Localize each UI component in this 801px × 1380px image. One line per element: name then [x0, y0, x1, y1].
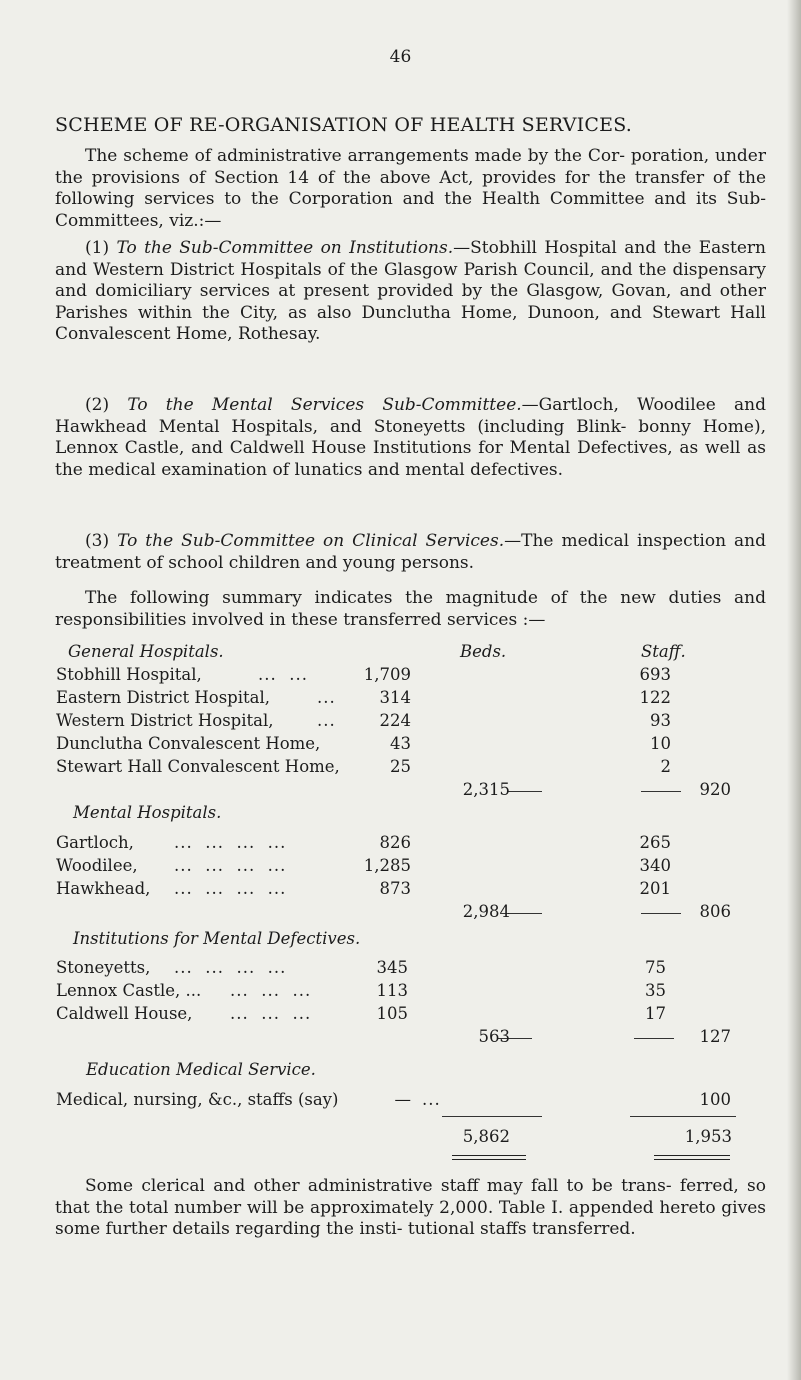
section-heading-row	[56, 929, 746, 951]
table-header-row	[56, 642, 746, 664]
section-heading-row	[56, 803, 746, 825]
table-row: Stoneyetts, ... ... ... ... 345 75	[56, 958, 666, 977]
subtotal-dash	[508, 913, 542, 914]
table-row: Medical, nursing, &c., staffs (say) ... — 100	[56, 1090, 731, 1109]
table-row: Lennox Castle, ... ... ... ... 113 35	[56, 981, 666, 1000]
education-heading: Education Medical Service.	[86, 1060, 316, 1079]
table-row: Western District Hospital, ... 224 93	[56, 711, 671, 730]
subtotal-dash	[641, 791, 681, 792]
table-row: Dunclutha Convalescent Home, 43 10	[56, 734, 671, 753]
subtotal-dash	[508, 791, 542, 792]
table-row: Stewart Hall Convalescent Home, 25 2	[56, 757, 671, 776]
item-3-paragraph: (3) To the Sub-Committee on Clinical Services.—The medical inspection and treatment of school children and young persons.	[55, 531, 766, 573]
page-number: 46	[389, 47, 412, 67]
subtotal-row: 2,984 806	[462, 902, 731, 921]
summary-intro-paragraph: The following summary indicates the magnitude of the new duties and responsibilities involved in these transferred services :—	[55, 588, 766, 630]
table-row: Eastern District Hospital, ... 314 122	[56, 688, 671, 707]
table-row: Gartloch, ... ... ... ... 826 265	[56, 833, 671, 852]
intro-paragraph: The scheme of administrative arrangements made by the Cor- poration, under the provisions of Section 14 of the above Act, provides for the transfer of the following services to the Corporation and the Health Committee and its Sub-Committees, viz.:—	[55, 146, 766, 231]
mental-hospitals-heading: Mental Hospitals.	[73, 803, 222, 822]
defectives-heading: Institutions for Mental Defectives.	[73, 929, 361, 948]
header-staff: Staff.	[641, 642, 686, 661]
closing-paragraph: Some clerical and other administrative staff may fall to be trans- ferred, so that the total number will be approximately 2,000. Table I. appended hereto gives some further details regarding the insti- tutional staffs transferred.	[55, 1176, 766, 1239]
page-edge-shadow	[787, 0, 801, 1380]
total-rule-staff	[630, 1116, 736, 1117]
table-row: Stobhill Hospital, ... ... 1,709 693	[56, 665, 671, 684]
item-2-paragraph: (2) To the Mental Services Sub-Committee.—Gartloch, Woodilee and Hawkhead Mental Hospitals, and Stoneyetts (including Blink- bonny Home), Lennox Castle, and Caldwell House Institutions for Mental Defectives, as well as the medical examination of lunatics and mental defectives.	[55, 395, 766, 480]
double-rule-beds	[452, 1155, 526, 1160]
table-row: Hawkhead, ... ... ... ... 873 201	[56, 879, 671, 898]
item-1-paragraph: (1) To the Sub-Committee on Institutions.—Stobhill Hospital and the Eastern and Western District Hospitals of the Glasgow Parish Council, and the dispensary and domiciliary services at present provided by the Glasgow, Govan, and other Parishes within the City, as also Dunclutha Home, Dunoon, and Stewart Hall Convalescent Home, Rothesay.	[55, 238, 767, 344]
header-general-hospitals: General Hospitals.	[68, 642, 224, 661]
table-row: Caldwell House, ... ... ... 105 17	[56, 1004, 666, 1023]
double-rule-staff	[654, 1155, 730, 1160]
subtotal-dash	[634, 1038, 674, 1039]
header-beds: Beds.	[460, 642, 507, 661]
table-row: Woodilee, ... ... ... ... 1,285 340	[56, 856, 671, 875]
page-title: SCHEME OF RE-ORGANISATION OF HEALTH SERVICES.	[55, 114, 632, 136]
grand-total-row: 5,862 1,953	[462, 1127, 732, 1146]
total-rule-beds	[442, 1116, 542, 1117]
subtotal-dash	[641, 913, 681, 914]
subtotal-row: 2,315 920	[462, 780, 731, 799]
section-heading-row	[56, 1060, 746, 1082]
subtotal-row: 563 127	[478, 1027, 731, 1046]
